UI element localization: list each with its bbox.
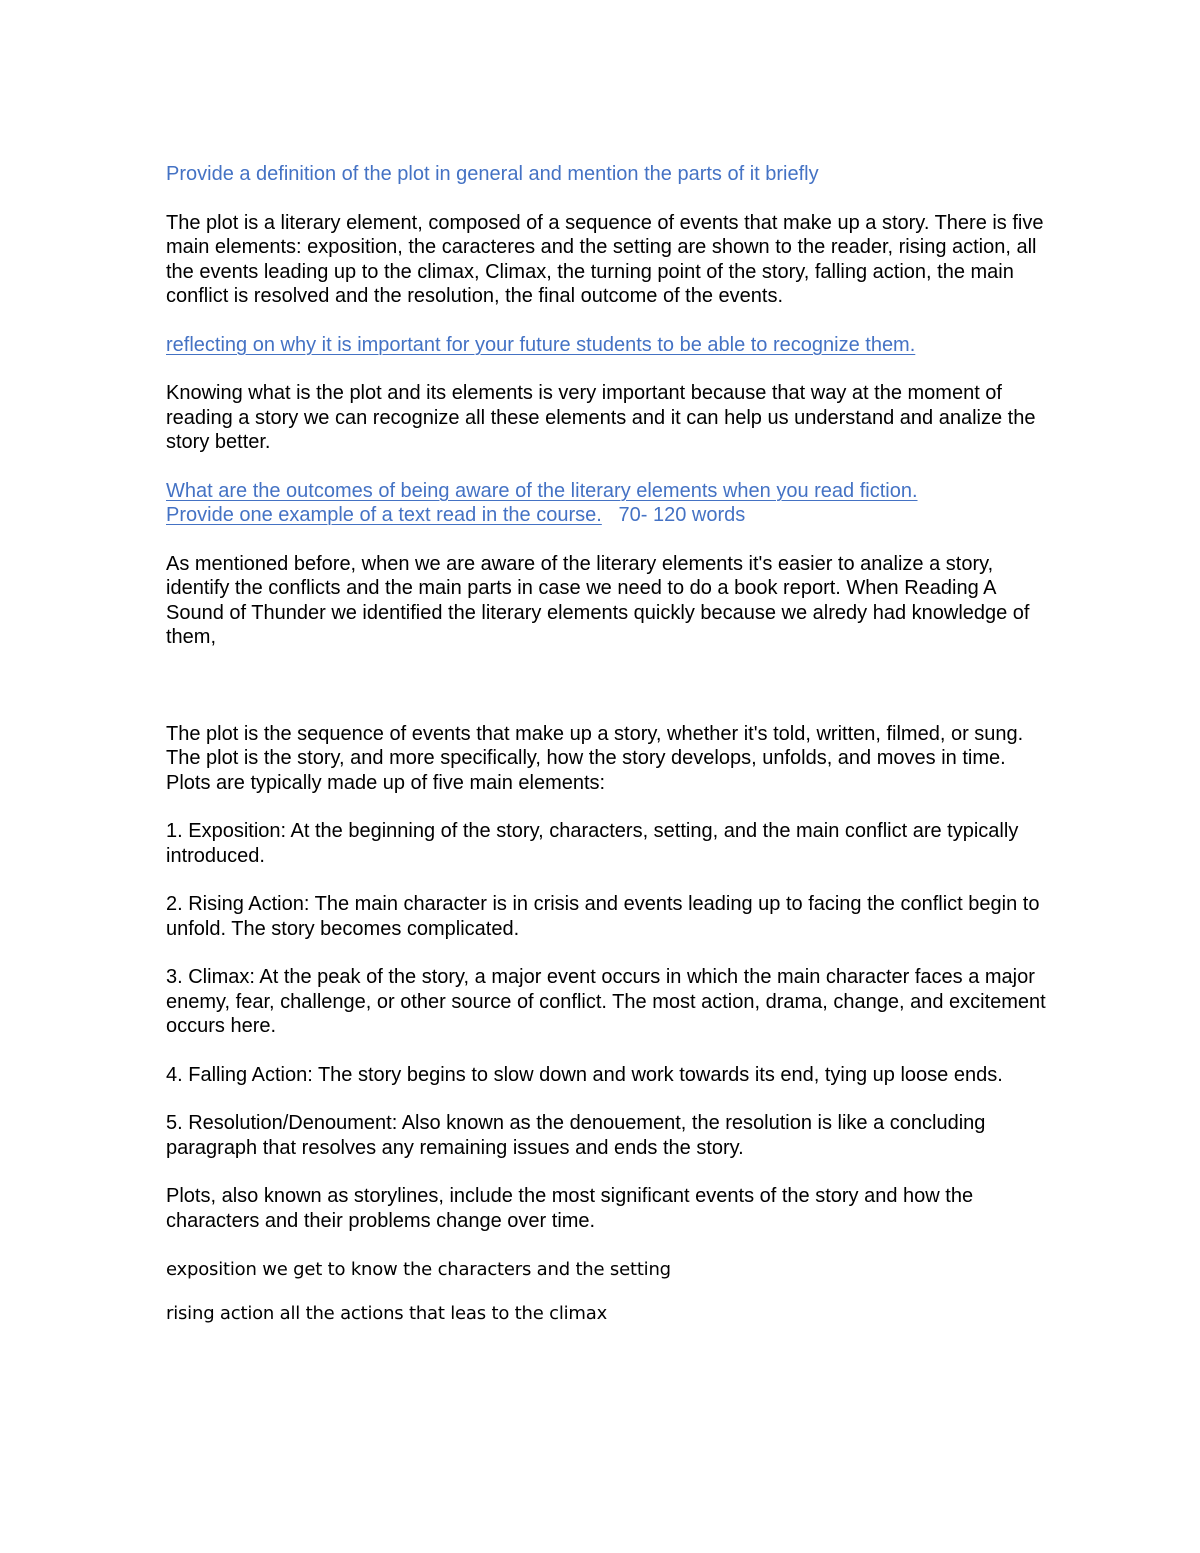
list-item-resolution: 5. Resolution/Denoument: Also known as the denouement, the resolution is like a concluding paragraph that resolves any remaining issues and ends the story. [166,1112,986,1159]
document-body [166,162,1046,1326]
answer-importance: Knowing what is the plot and its elements is very important because that way at the moment of reading a story we can recognize all these elements and it can help us understand and analize the story better. [166,382,1036,453]
list-item-rising-action: 2. Rising Action: The main character is in crisis and events leading up to facing the conflict begin to unfold. The story becomes complicated. [166,893,1040,940]
answer-outcomes: As mentioned before, when we are aware of the literary elements it's easier to analize a story, identify the conflicts and the main parts in case we need to do a book report. When Reading A Sound of Thunder we identified the literary elements quickly because we alredy had knowledge of them, [166,552,1030,648]
question-plot-definition: Provide a definition of the plot in general and mention the parts of it briefly [166,163,819,185]
question-importance: reflecting on why it is important for your future students to be able to recognize them. [166,333,916,356]
question-outcomes-word-count: 70- 120 words [618,504,746,526]
list-item-exposition: 1. Exposition: At the beginning of the story, characters, setting, and the main conflict are typically introduced. [166,820,1019,867]
answer-plot-definition: The plot is a literary element, composed of a sequence of events that make up a story. There is five main elements: exposition, the caracteres and the setting are shown to the reader, rising action, all the events leading up to the climax, Climax, the turning point of the story, falling action, the main conflict is resolved and the resolution, the final outcome of the events. [166,211,1044,307]
question-outcomes [166,479,1046,528]
plot-overview-paragraph: The plot is the sequence of events that make up a story, whether it's told, written, filmed, or sung. The plot is the story, and more specifically, how the story develops, unfolds, and moves in time. Plots are typically made up of five main elements: [166,722,1024,794]
list-item-falling-action: 4. Falling Action: The story begins to slow down and work towards its end, tying up loose ends. [166,1063,1003,1086]
storylines-paragraph: Plots, also known as storylines, include the most significant events of the story and how the characters and their problems change over time. [166,1185,974,1232]
note-rising-action: rising action all the actions that leas to the climax [166,1303,608,1324]
question-outcomes-line1: What are the outcomes of being aware of the literary elements when you read fiction. [166,479,918,502]
question-outcomes-line2: Provide one example of a text read in the course. [166,504,602,526]
note-exposition: exposition we get to know the characters and the setting [166,1259,671,1280]
list-item-climax: 3. Climax: At the peak of the story, a major event occurs in which the main character faces a major enemy, fear, challenge, or other source of conflict. The most action, drama, change, and excitement occurs here. [166,966,1046,1037]
